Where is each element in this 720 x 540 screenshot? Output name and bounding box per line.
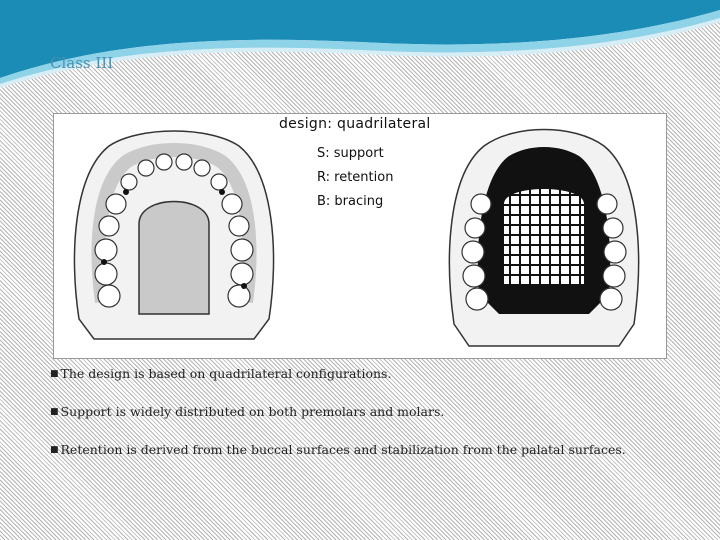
- denture-design-figure: [53, 113, 667, 359]
- slide-title: Class III: [50, 54, 114, 72]
- bullet-item: ■ Support is widely distributed on both premolars and molars.: [50, 404, 445, 419]
- header-wave-decoration: [0, 0, 720, 90]
- right-arch-framework: [439, 114, 649, 358]
- bullet-text: The design is based on quadrilateral configurations.: [60, 366, 392, 381]
- bullet-text: Retention is derived from the buccal surfaces and stabilization from the palatal surfaces.: [60, 442, 626, 457]
- bullet-item: ■ The design is based on quadrilateral configurations.: [50, 366, 392, 381]
- bullet-item: ■ Retention is derived from the buccal surfaces and stabilization from the palatal surfaces.: [50, 442, 626, 457]
- legend-title: design: quadrilateral: [279, 116, 431, 132]
- legend-support: S: support: [317, 146, 384, 161]
- legend-bracing: B: bracing: [317, 194, 384, 209]
- bullet-text: Support is widely distributed on both premolars and molars.: [60, 404, 445, 419]
- left-arch-diagram: [54, 114, 294, 358]
- legend-retention: R: retention: [317, 170, 394, 185]
- bullet-list: [50, 366, 690, 480]
- design-legend: [279, 114, 459, 209]
